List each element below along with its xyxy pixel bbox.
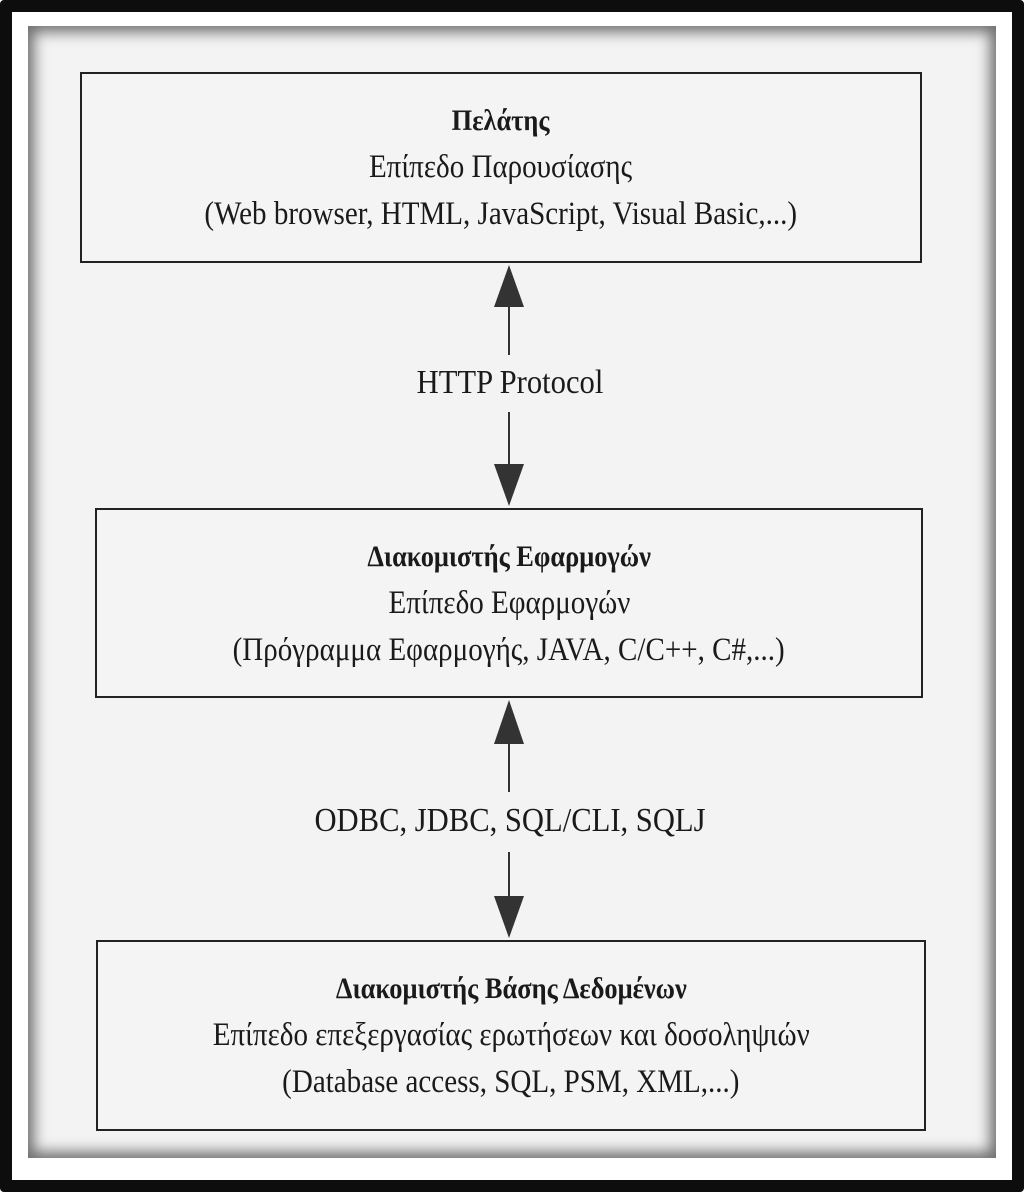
database-api-label: ODBC, JDBC, SQL/CLI, SQLJ: [314, 802, 706, 839]
database-server-tier-subtitle: Επίπεδο επεξεργασίας ερωτήσεων και δοσοληψιών: [212, 1017, 810, 1053]
database-server-tier-technologies: (Database access, SQL, PSM, XML,...): [282, 1064, 740, 1100]
client-tier-technologies: (Web browser, HTML, JavaScript, Visual Basic,...): [204, 196, 798, 232]
application-server-tier-box: [95, 508, 923, 698]
http-protocol-label: HTTP Protocol: [416, 364, 604, 401]
client-tier-box: [80, 72, 922, 263]
client-tier-subtitle: Επίπεδο Παρουσίασης: [369, 149, 633, 185]
database-server-tier-title: Διακομιστής Βάσης Δεδομένων: [335, 972, 687, 1005]
database-server-tier-box: [96, 940, 926, 1131]
application-server-tier-technologies: (Πρόγραμμα Εφαρμογής, JAVA, C/C++, C#,...): [232, 631, 786, 668]
application-server-tier-title: Διακομιστής Εφαρμογών: [367, 539, 651, 573]
application-server-tier-subtitle: Επίπεδο Εφαρμογών: [388, 584, 630, 621]
client-tier-title: Πελάτης: [452, 104, 550, 137]
